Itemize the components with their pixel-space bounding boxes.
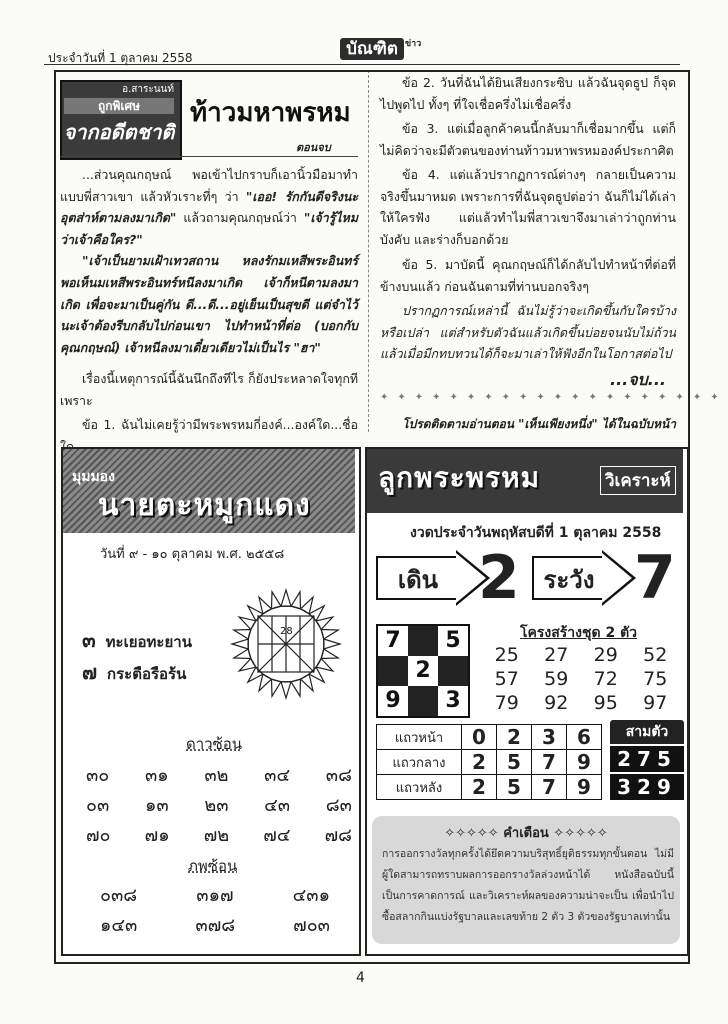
dot-divider: ✦✦✦✦✦✦✦✦✦✦✦✦✦✦✦✦✦✦✦✦ bbox=[380, 392, 728, 403]
three-digit-row: 329 bbox=[610, 774, 684, 800]
star-number: ๗๔ bbox=[263, 825, 291, 846]
structure-number: 72 bbox=[593, 668, 618, 690]
position-digit: 7 bbox=[532, 750, 567, 775]
phop-number: ๗๐๓ bbox=[293, 915, 330, 936]
column-divider bbox=[368, 70, 369, 432]
position-digit: 6 bbox=[567, 725, 602, 750]
position-row bbox=[377, 775, 602, 800]
position-digit: 5 bbox=[497, 750, 532, 775]
disclaimer-title: ✧✧✧✧✧ คำเตือน ✧✧✧✧✧ bbox=[444, 826, 608, 841]
structure-grid bbox=[482, 644, 680, 714]
next-issue-note: โปรดติดตามอ่านตอน "เห็นเพียงหนึ่ง" ได้ในฉบับหน้า bbox=[402, 417, 676, 431]
board-cell bbox=[378, 656, 408, 686]
page-number: 4 bbox=[356, 970, 365, 986]
wheel-ray bbox=[232, 639, 248, 649]
star-number: ๐๓ bbox=[86, 795, 110, 816]
trait-item: ๗ กระตือรือร้น bbox=[82, 660, 187, 684]
three-digit-box bbox=[610, 720, 684, 800]
star-number: ๗๒ bbox=[203, 825, 230, 846]
position-digit: 2 bbox=[462, 750, 497, 775]
wheel-ray bbox=[234, 649, 251, 659]
wheel-ray bbox=[281, 682, 291, 698]
three-digit-row: 275 bbox=[610, 746, 684, 772]
wheel-ray bbox=[291, 679, 301, 696]
position-digit: 9 bbox=[567, 750, 602, 775]
star-section-title: ดาวซ้อน bbox=[186, 735, 243, 753]
analysis-subtitle: วิเคราะห์ bbox=[600, 466, 676, 495]
wheel-center-number: 28 bbox=[280, 626, 293, 637]
star-number-row bbox=[86, 760, 352, 789]
position-digit: 2 bbox=[497, 725, 532, 750]
wheel-ray bbox=[301, 674, 314, 691]
phop-number-row bbox=[100, 880, 330, 909]
column-author: อ.สาระนนท์ bbox=[122, 84, 174, 95]
phop-number-row bbox=[100, 910, 330, 939]
star-number: ๓๐ bbox=[86, 765, 110, 786]
star-number: ๓๔ bbox=[264, 765, 291, 786]
star-number: ๔๓ bbox=[264, 795, 291, 816]
wheel-ray bbox=[316, 659, 333, 672]
structure-number: 27 bbox=[544, 644, 569, 666]
position-label: แถวหน้า bbox=[377, 725, 462, 750]
wheel-ray bbox=[301, 597, 314, 614]
article-title: ท้าวมหาพรหม bbox=[190, 98, 351, 128]
position-row bbox=[377, 725, 602, 750]
phop-number: ๓๗๘ bbox=[195, 915, 236, 936]
watch-label: ระวัง bbox=[532, 556, 604, 600]
board-cell: 5 bbox=[438, 626, 468, 656]
article-paragraph: ข้อ 3. แต่เมื่อลูกค้าคนนี้กลับมาก็เชื่อมากขึ้น แต่ก็ไม่คิดว่าจะมีตัวตนของท่านท้าวมหาพรหมองค์ประกาศิต bbox=[380, 121, 676, 158]
structure-number: 75 bbox=[643, 668, 668, 690]
position-digit: 0 bbox=[462, 725, 497, 750]
article-subtitle: ตอนจบ bbox=[296, 141, 331, 154]
article-paragraph: ...ส่วนคุณกฤษณ์ พอเข้าไปกราบก็เอานิ้วมือมาทำแบบพี่สาวเขา แล้วหัวเราะที่ๆ ว่า "เออ! รักกันดีจริงนะ อุตส่าห์ตามลงมาเกิด" แล้วถามคุณกฤษณ์ว่า "เจ้ารู้ไหมว่าเจ้าคือใคร?" "เจ้าเป็นยามเฝ้าเทวสถาน หลงรักมเหสีพระอินทร์ พอเห็นมเหสีพระอินทร์หนีลงมาเกิด เจ้าก็หนีตามลงมาเกิด เพื่อจะมาเป็นคู่กัน ดี...ดี...อยู่เย็นเป็นสุขดี แต่จำไว้นะเจ้าต้องรีบกลับไปก่อนเขา ไปทำหน้าที่ต่อ (บอกกับคุณกฤษณ์) เจ้าหนีลงมาเดี๋ยวเดียวไม่เป็นไร "ฮา" bbox=[60, 167, 358, 355]
horoscope-tag: มุมมอง bbox=[72, 469, 115, 485]
wheel-ray bbox=[281, 590, 291, 606]
star-number: ๘๓ bbox=[325, 795, 352, 816]
go-label: เดิน bbox=[376, 556, 458, 600]
star-number: ๒๓ bbox=[204, 795, 229, 816]
position-table bbox=[376, 724, 602, 800]
wheel-ray bbox=[272, 679, 282, 696]
article-paragraph: ข้อ 2. วันที่ฉันได้ยินเสียงกระซิบ แล้วฉันจุดธูป ก็จุดไปพูดไป ทั้งๆ ที่ใจเชื่อครึ่งไม่เชื่อครึ่ง bbox=[380, 75, 676, 112]
disclaimer-text: การออกรางวัลทุกครั้งได้ยึดความบริสุทธิ์ยุติธรรมทุกขั้นตอน ไม่มีผู้ใดสามารถทราบผลการออกรางวัลล่วงหน้าได้ หนังสือฉบับนี้เป็นการคาดการณ์ และวิเคราะห์ผลของความน่าจะเป็น เพื่อนำไปซื้อสลากกินแบ่งรัฐบาลและเลขท้าย 2 ตัว 3 ตัวของรัฐบาลเท่านั้น bbox=[382, 848, 674, 923]
board-cell: 9 bbox=[378, 686, 408, 716]
wheel-ray bbox=[324, 639, 340, 649]
position-digit: 2 bbox=[462, 775, 497, 800]
warning-deco-icon: ✧✧✧✧✧ bbox=[444, 826, 504, 841]
star-number: ๑๓ bbox=[144, 795, 169, 816]
horoscope-title: นายตะหมูกแดง bbox=[98, 488, 311, 523]
board-cell bbox=[408, 626, 438, 656]
three-digit-label: สามตัว bbox=[610, 720, 684, 744]
structure-number: 52 bbox=[643, 644, 668, 666]
masthead-mini-text: ข่าว bbox=[405, 39, 422, 49]
wheel-ray bbox=[259, 597, 272, 614]
zodiac-wheel-icon bbox=[228, 586, 344, 702]
structure-number: 57 bbox=[494, 668, 519, 690]
article-paragraph: ข้อ 4. แต่แล้วปรากฏการณ์ต่างๆ กลายเป็นความจริงขึ้นมาหมด เพราะการที่ฉันจุดธูปต่อว่า ฉันก็ไม่ได้เล่าให้ใครฟัง แต่แล้วทำไมพี่สาวเขาจึงมาเล่าว่าถูกท่านบังคับ และร่างก็บอกด้วย bbox=[380, 167, 676, 247]
board-cell: 7 bbox=[378, 626, 408, 656]
star-number: ๓๒ bbox=[204, 765, 229, 786]
wheel-ray bbox=[321, 630, 338, 640]
wheel-ray bbox=[321, 649, 338, 659]
structure-number: 25 bbox=[494, 644, 519, 666]
header-rule bbox=[44, 64, 680, 65]
position-digit: 9 bbox=[567, 775, 602, 800]
phop-number: ๔๓๑ bbox=[292, 885, 330, 906]
article-paragraph: เรื่องนี้เหตุการณ์นี้ฉันนึกถึงทีไร ก็ยังประหลาดใจทุกทีเพราะ bbox=[60, 371, 358, 408]
star-number: ๗๘ bbox=[324, 825, 352, 846]
star-number: ๗๐ bbox=[86, 825, 111, 846]
wheel-ray bbox=[291, 592, 301, 609]
wheel-ray bbox=[316, 617, 333, 630]
wheel-ray bbox=[234, 630, 251, 640]
board-cell bbox=[438, 656, 468, 686]
structure-number: 59 bbox=[544, 668, 569, 690]
wheel-ray bbox=[259, 674, 272, 691]
analysis-title: ลูกพระพรหม bbox=[378, 461, 541, 494]
structure-number: 95 bbox=[593, 692, 618, 714]
star-number: ๓๘ bbox=[325, 765, 352, 786]
star-number: ๗๑ bbox=[144, 825, 170, 846]
board-cell: 3 bbox=[438, 686, 468, 716]
article-paragraph: ข้อ 5. มาบัดนี้ คุณกฤษณ์ก็ได้กลับไปทำหน้าที่ต่อที่ข้างบนแล้ว ก่อนฉันตามที่ท่านบอกจริงๆ bbox=[380, 257, 676, 294]
arrow-tip-inner bbox=[602, 553, 632, 603]
trait-item: ๓ ทะเยอทะยาน bbox=[82, 628, 192, 652]
draw-date: งวดประจำวันพฤหัสบดีที่ 1 ตุลาคม 2558 bbox=[410, 525, 662, 541]
board-cell bbox=[408, 686, 438, 716]
position-label: แถวกลาง bbox=[377, 750, 462, 775]
structure-number: 97 bbox=[643, 692, 668, 714]
board-cell: 2 bbox=[408, 656, 438, 686]
position-label: แถวหลัง bbox=[377, 775, 462, 800]
column-label: ถูกพิเศษ bbox=[64, 98, 174, 114]
position-digit: 3 bbox=[532, 725, 567, 750]
number-board bbox=[376, 624, 470, 718]
article-paragraph: ปรากฏการณ์เหล่านี้ ฉันไม่รู้ว่าจะเกิดขึ้นกับใครบ้างหรือเปล่า แต่สำหรับตัวฉันแล้วเกิดขึ้นบ่อยจนนับไม่ถ้วน แล้วเมื่อมีกทบทวนได้ก็จะมาเล่าให้ฟังอีกในโอกาสต่อไป bbox=[380, 303, 676, 362]
go-arrow bbox=[376, 556, 486, 600]
article-end: ...จบ... bbox=[610, 370, 666, 389]
wheel-ray bbox=[272, 592, 282, 609]
position-row bbox=[377, 750, 602, 775]
phop-number: ๐๓๘ bbox=[100, 885, 138, 906]
star-number-row bbox=[86, 790, 352, 819]
position-digit: 5 bbox=[497, 775, 532, 800]
article-rule bbox=[60, 156, 358, 157]
masthead-logo: บัณฑิต bbox=[340, 38, 404, 60]
article-paragraph: ข้อ 1. ฉันไม่เคยรู้ว่ามีพระพรหมกี่องค์...องค์ใด...ชื่อ bbox=[82, 417, 358, 432]
star-number-row bbox=[86, 820, 352, 849]
issue-date: ประจำวันที่ 1 ตุลาคม 2558 bbox=[48, 51, 193, 65]
phop-section-title: ภพซ้อน bbox=[188, 857, 238, 875]
go-digit: 2 bbox=[478, 543, 520, 613]
phop-number: ๓๑๗ bbox=[196, 885, 234, 906]
wheel-ray bbox=[239, 659, 256, 672]
star-number: ๓๑ bbox=[144, 765, 169, 786]
column-name: จากอดีตชาติ bbox=[63, 120, 175, 144]
horoscope-date: วันที่ ๙ - ๑๐ ตุลาคม พ.ศ. ๒๕๕๘ bbox=[100, 547, 285, 562]
structure-title: โครงสร้างชุด 2 ตัว bbox=[520, 625, 638, 641]
structure-number: 92 bbox=[544, 692, 569, 714]
structure-number: 79 bbox=[494, 692, 519, 714]
watch-digit: 7 bbox=[634, 543, 676, 613]
wheel-ray bbox=[239, 617, 256, 630]
warning-deco-icon: ✧✧✧✧✧ bbox=[548, 826, 608, 841]
phop-number: ๑๔๓ bbox=[100, 915, 138, 936]
structure-number: 29 bbox=[593, 644, 618, 666]
watch-arrow bbox=[532, 556, 632, 600]
position-digit: 7 bbox=[532, 775, 567, 800]
